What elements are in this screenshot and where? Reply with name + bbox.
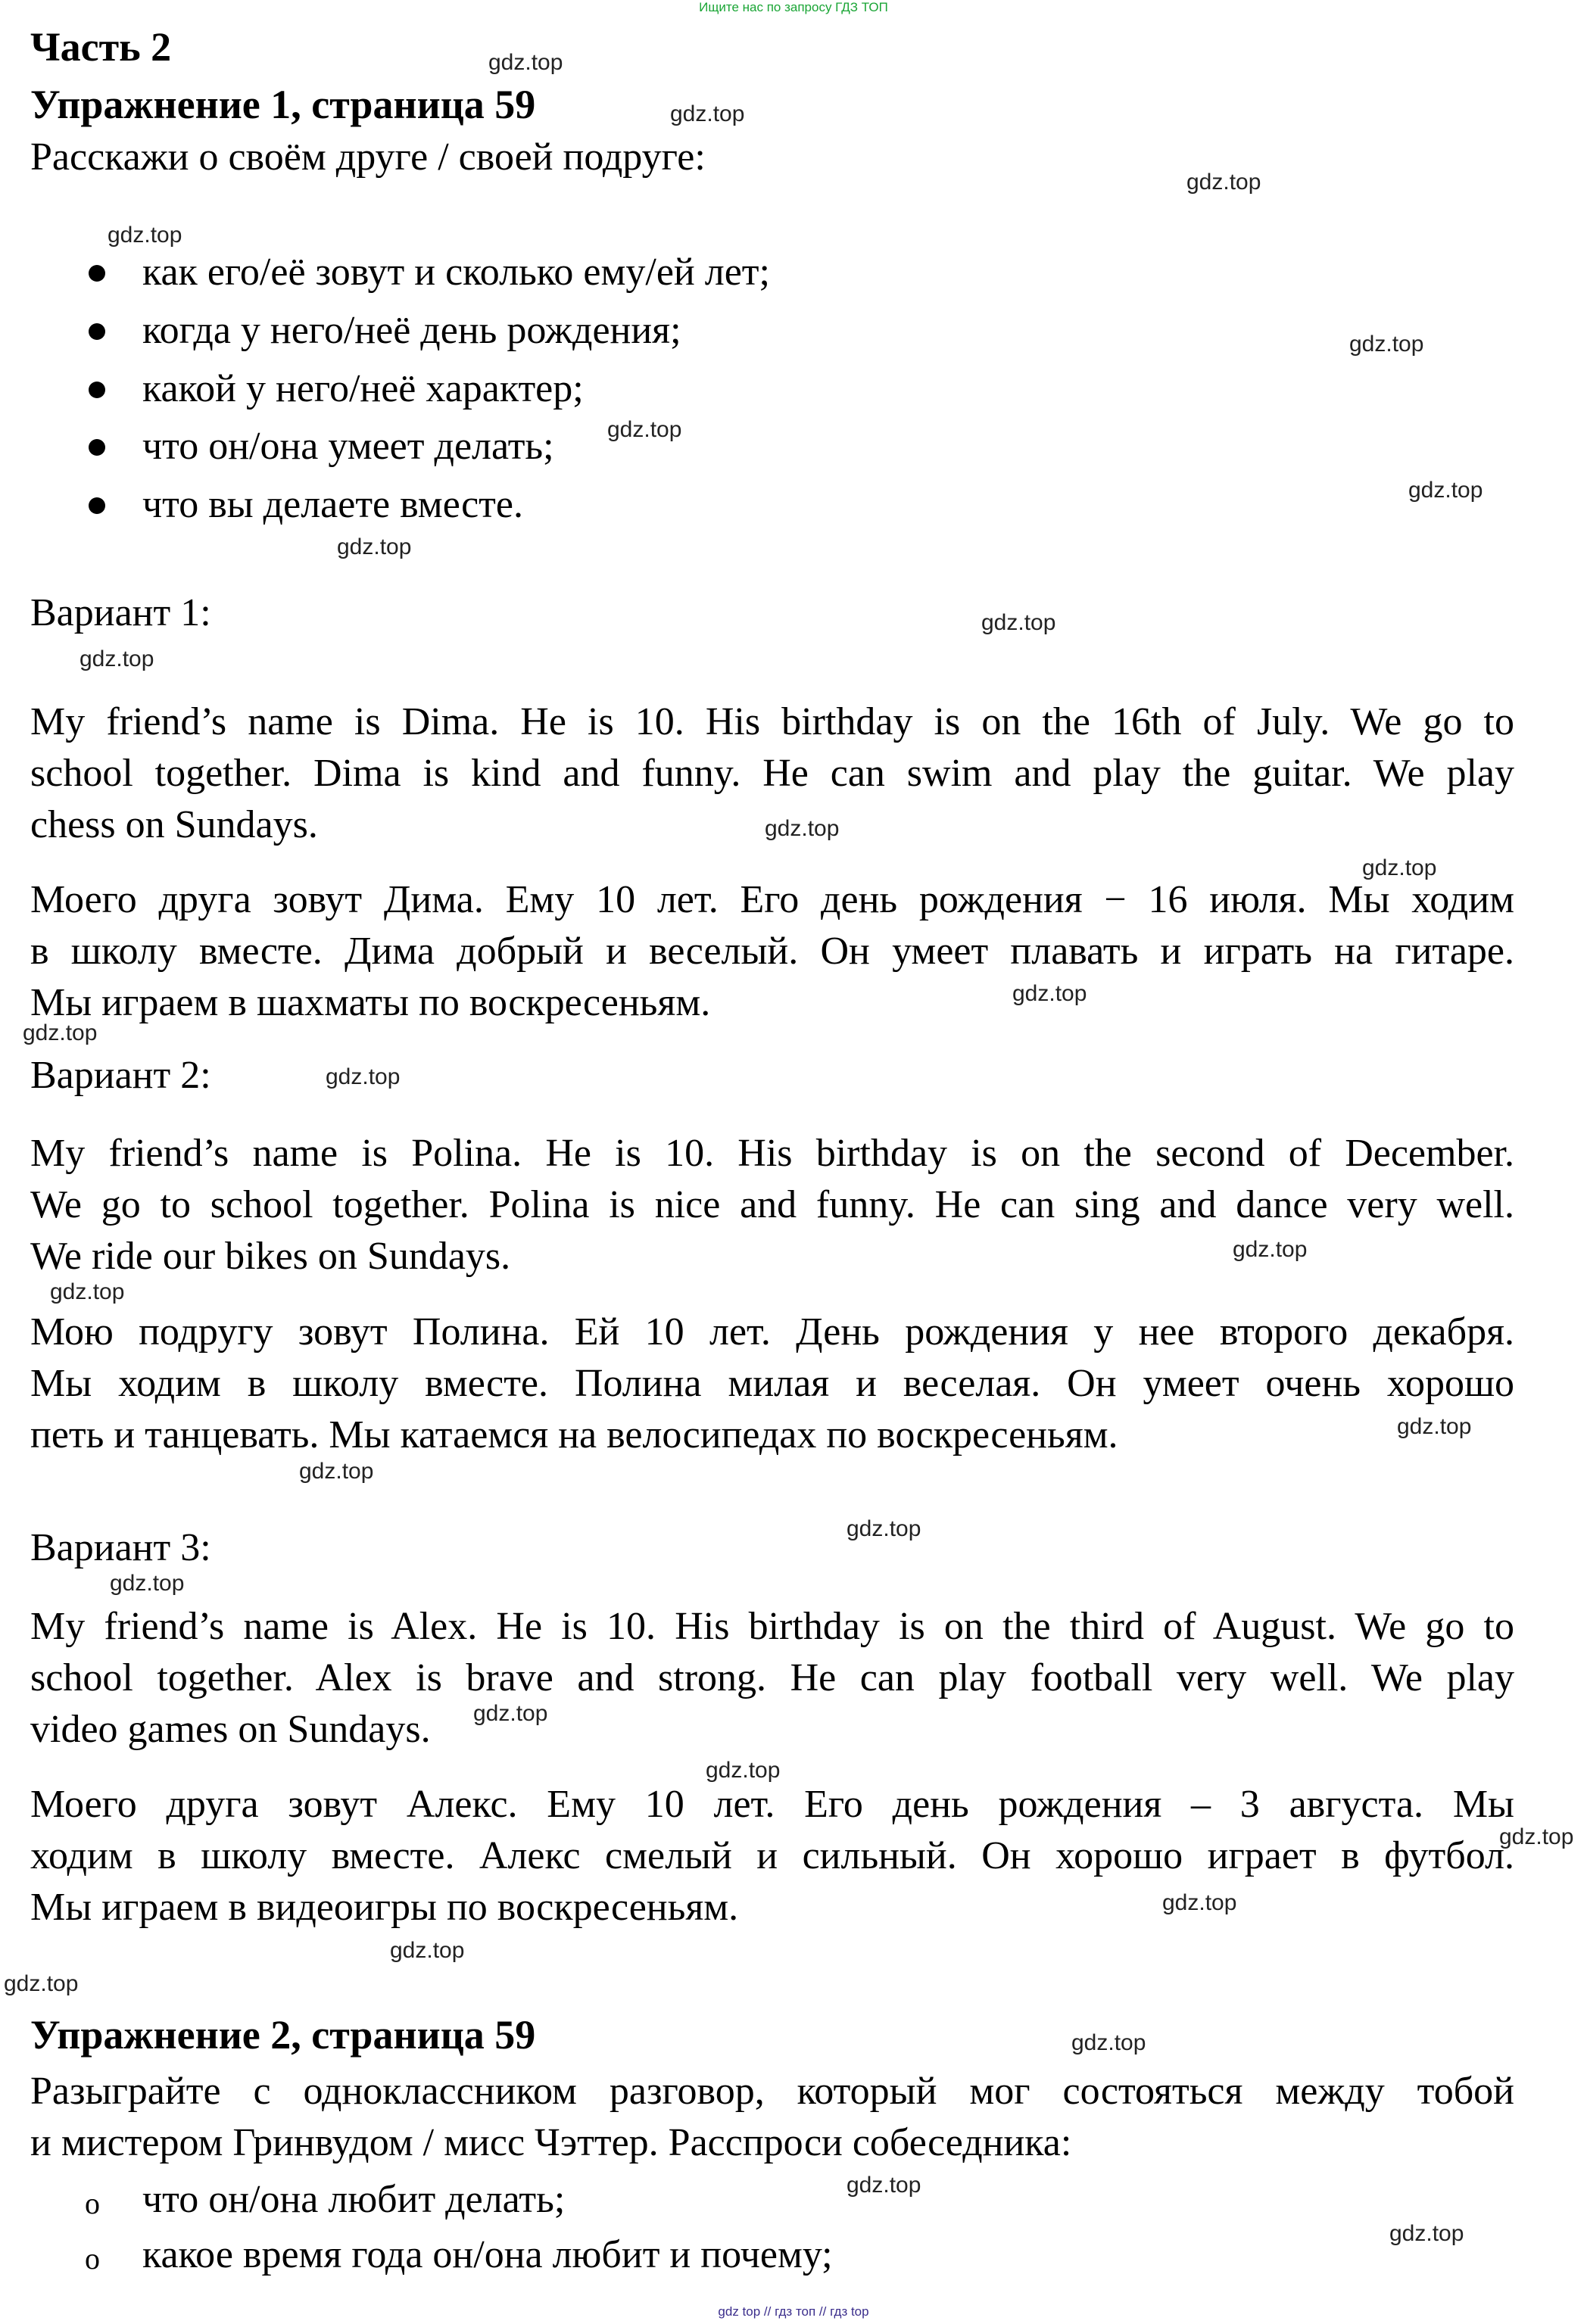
watermark-label: gdz.top bbox=[110, 1571, 185, 1596]
exercise-2-instruction bbox=[30, 2066, 1514, 2169]
bullet-item: когда у него/неё день рождения; bbox=[142, 309, 681, 352]
watermark-label: gdz.top bbox=[326, 1064, 401, 1089]
watermark-label: gdz.top bbox=[1408, 478, 1483, 503]
watermark-label: gdz.top bbox=[847, 2173, 921, 2198]
watermark-label: gdz.top bbox=[473, 1701, 548, 1726]
watermark-label: gdz.top bbox=[1362, 855, 1437, 880]
watermark-label: gdz.top bbox=[50, 1279, 125, 1304]
text-line: Моего друга зовут Дима. Ему 10 лет. Его день рождения − 16 июля. Мы ходим bbox=[30, 878, 1514, 921]
bullet-dot-icon bbox=[89, 497, 105, 514]
list-item: что он/она любит делать; bbox=[142, 2178, 566, 2221]
text-line: We ride our bikes on Sundays. bbox=[30, 1235, 511, 1278]
bullet-item: что вы делаете вместе. bbox=[142, 483, 523, 526]
variant-1-label: Вариант 1: bbox=[30, 591, 211, 634]
top-search-link[interactable]: Ищите нас по запросу ГДЗ ТОП bbox=[699, 0, 888, 14]
text-line: Мою подругу зовут Полина. Ей 10 лет. День рождения у нее второго декабря. bbox=[30, 1310, 1514, 1354]
bullet-item: как его/её зовут и сколько ему/ей лет; bbox=[142, 251, 770, 294]
text-line: My friend’s name is Dima. He is 10. His birthday is on the 16th of July. We go to bbox=[30, 700, 1514, 743]
text-line: и мистером Гринвудом / мисс Чэттер. Расспроси собеседника: bbox=[30, 2121, 1072, 2164]
watermark-label: gdz.top bbox=[1499, 1824, 1574, 1849]
bullet-item: что он/она умеет делать; bbox=[142, 425, 554, 468]
text-line: в школу вместе. Дима добрый и веселый. Он умеет плавать и играть на гитаре. bbox=[30, 930, 1514, 973]
watermark-label: gdz.top bbox=[981, 610, 1056, 635]
exercise-1-title: Упражнение 1, страница 59 bbox=[30, 82, 536, 127]
watermark-label: gdz.top bbox=[299, 1459, 374, 1484]
watermark-label: gdz.top bbox=[23, 1020, 98, 1045]
watermark-label: gdz.top bbox=[765, 816, 840, 841]
watermark-label: gdz.top bbox=[706, 1758, 781, 1783]
watermark-label: gdz.top bbox=[1071, 2030, 1146, 2055]
watermark-label: gdz.top bbox=[1186, 170, 1261, 195]
bullet-dot-icon bbox=[89, 265, 105, 282]
watermark-label: gdz.top bbox=[1162, 1890, 1237, 1915]
watermark-label: gdz.top bbox=[1389, 2221, 1464, 2246]
watermark-label: gdz.top bbox=[1349, 332, 1424, 357]
watermark-label: gdz.top bbox=[337, 534, 412, 559]
watermark-label: gdz.top bbox=[390, 1938, 465, 1963]
bullet-dot-icon bbox=[89, 439, 105, 456]
text-line: My friend’s name is Alex. He is 10. His birthday is on the third of August. We go to bbox=[30, 1605, 1514, 1648]
variant-1-russian-text bbox=[30, 874, 1514, 1029]
watermark-label: gdz.top bbox=[80, 646, 154, 671]
part-title: Часть 2 bbox=[30, 24, 172, 70]
bottom-link[interactable]: gdz top // гдз топ // гдз top bbox=[718, 2304, 869, 2319]
watermark-label: gdz.top bbox=[4, 1971, 79, 1996]
text-line: chess on Sundays. bbox=[30, 803, 318, 846]
watermark-label: gdz.top bbox=[1397, 1414, 1472, 1439]
exercise-1-instruction: Расскажи о своём друге / своей подруге: bbox=[30, 136, 706, 179]
watermark-label: gdz.top bbox=[488, 50, 563, 75]
text-line: Мы играем в видеоигры по воскресеньям. bbox=[30, 1886, 739, 1929]
text-line: school together. Dima is kind and funny. He can swim and play the guitar. We play bbox=[30, 752, 1514, 795]
list-item: какое время года он/она любит и почему; bbox=[142, 2233, 833, 2276]
text-line: My friend’s name is Polina. He is 10. His birthday is on the second of December. bbox=[30, 1132, 1514, 1175]
bullet-dot-icon bbox=[89, 323, 105, 340]
text-line: school together. Alex is brave and strong. He can play football very well. We play bbox=[30, 1656, 1514, 1699]
circle-bullet-icon: o bbox=[85, 2186, 100, 2220]
variant-2-russian-text bbox=[30, 1307, 1514, 1461]
watermark-label: gdz.top bbox=[108, 223, 182, 248]
text-line: Мы ходим в школу вместе. Полина милая и веселая. Он умеет очень хорошо bbox=[30, 1362, 1514, 1405]
text-line: Моего друга зовут Алекс. Ему 10 лет. Его день рождения – 3 августа. Мы bbox=[30, 1783, 1514, 1826]
variant-2-label: Вариант 2: bbox=[30, 1054, 211, 1097]
watermark-label: gdz.top bbox=[847, 1516, 921, 1541]
bullet-item: какой у него/неё характер; bbox=[142, 367, 584, 410]
variant-3-label: Вариант 3: bbox=[30, 1526, 211, 1569]
circle-bullet-icon: o bbox=[85, 2241, 100, 2276]
variant-3-english-text bbox=[30, 1601, 1514, 1755]
watermark-label: gdz.top bbox=[1233, 1237, 1308, 1262]
watermark-label: gdz.top bbox=[1012, 981, 1087, 1006]
text-line: video games on Sundays. bbox=[30, 1708, 431, 1751]
variant-3-russian-text bbox=[30, 1779, 1514, 1933]
watermark-label: gdz.top bbox=[670, 101, 745, 126]
bullet-dot-icon bbox=[89, 382, 105, 398]
text-line: петь и танцевать. Мы катаемся на велосипедах по воскресеньям. bbox=[30, 1413, 1118, 1456]
text-line: Разыграйте с одноклассником разговор, который мог состояться между тобой bbox=[30, 2070, 1514, 2113]
text-line: We go to school together. Polina is nice and funny. He can sing and dance very well. bbox=[30, 1183, 1514, 1226]
watermark-label: gdz.top bbox=[607, 417, 682, 442]
text-line: ходим в школу вместе. Алекс смелый и сильный. Он хорошо играет в футбол. bbox=[30, 1834, 1514, 1877]
exercise-2-title: Упражнение 2, страница 59 bbox=[30, 2012, 536, 2058]
text-line: Мы играем в шахматы по воскресеньям. bbox=[30, 981, 711, 1024]
